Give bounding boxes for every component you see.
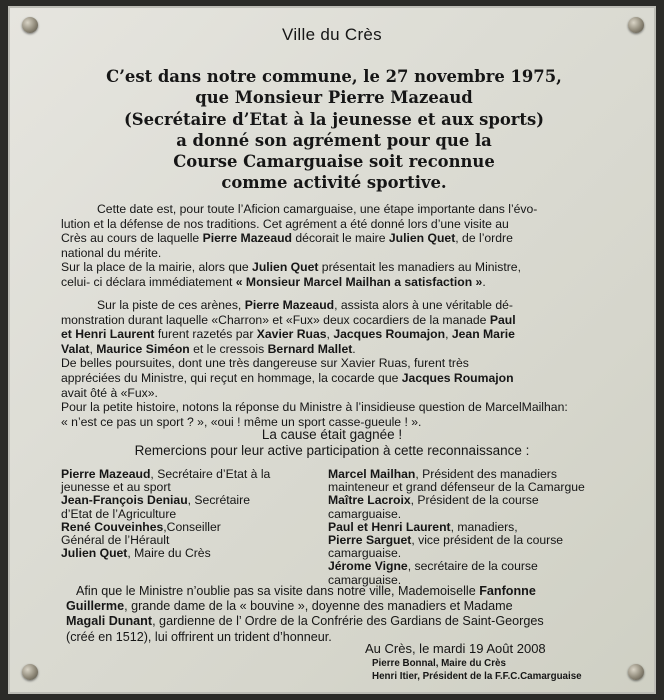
headline-line: a donné son agrément pour que la bbox=[176, 130, 492, 150]
text-line: Crès au cours de laquelle Pierre Mazeaud décorait le maire Julien Quet, de l’ordre bbox=[61, 231, 513, 246]
list-item: Pierre Sarguet, vice président de la course bbox=[328, 533, 564, 548]
text-line: Sur la piste de ces arènes, Pierre Mazeaud, assista alors à une véritable dé- bbox=[97, 298, 513, 312]
text-line: national du mérite. bbox=[61, 245, 162, 260]
text-line: celui- ci déclara immédiatement « Monsieur Marcel Mailhan a satisfaction ». bbox=[61, 274, 486, 289]
list-item-cont: mainteneur et grand défenseur de la Camargue bbox=[328, 480, 585, 495]
text-line: De belles poursuites, dont une très dangereuse sur Xavier Ruas, furent très bbox=[61, 356, 469, 371]
text-line: Magali Dunant, gardienne de l’ Ordre de la Confrérie des Gardians de Saint-Georges bbox=[66, 614, 544, 629]
text-line: avait ôté à «Fux». bbox=[61, 385, 158, 400]
list-item: Julien Quet, Maire du Crès bbox=[61, 546, 211, 561]
commemorative-plaque bbox=[8, 6, 656, 694]
dateline: Au Crès, le mardi 19 Août 2008 bbox=[365, 641, 546, 656]
headline-line: (Secrétaire d’Etat à la jeunesse et aux sports) bbox=[123, 109, 544, 129]
thanks-list-left bbox=[61, 468, 321, 560]
signature-president: Henri Itier, Président de la F.F.C.Camarguaise bbox=[372, 671, 582, 682]
list-item-cont: camarguaise. bbox=[328, 546, 402, 561]
paragraph-arena bbox=[61, 298, 609, 429]
list-item-cont: camarguaise. bbox=[328, 506, 402, 521]
text-line: Sur la place de la mairie, alors que Julien Quet présentait les manadiers au Ministre, bbox=[61, 260, 521, 275]
thanks-line: Remercions pour leur active participation à cette reconnaissance : bbox=[134, 443, 530, 458]
text-line: lution et la défense de nos traditions. Cet agrément a été donné lors d’une visite au bbox=[61, 216, 509, 231]
screw-icon bbox=[628, 664, 644, 680]
text-line: Cette date est, pour toute l’Aficion camarguaise, une étape importante dans l’évo- bbox=[97, 202, 538, 216]
list-item: Pierre Mazeaud, Secrétaire d’Etat à la bbox=[61, 467, 271, 481]
text-line: Afin que le Ministre n’oublie pas sa visite dans notre ville, Mademoiselle Fanfonne bbox=[76, 584, 536, 598]
list-item: Jérome Vigne, secrétaire de la course bbox=[328, 559, 538, 574]
list-item-cont: d’Etat de l’Agriculture bbox=[61, 506, 177, 521]
text-line: « n’est ce pas un sport ? », «oui ! même un sport casse-gueule ! ». bbox=[61, 414, 422, 429]
list-item: Marcel Mailhan, Président des manadiers bbox=[328, 467, 557, 481]
text-line: appréciées du Ministre, qui reçut en hommage, la cocarde que Jacques Roumajon bbox=[61, 370, 514, 385]
list-item: Paul et Henri Laurent, manadiers, bbox=[328, 519, 518, 534]
list-item-cont: jeunesse et au sport bbox=[61, 480, 171, 495]
text-line: monstration durant laquelle «Charron» et «Fux» deux cocardiers de la manade Paul bbox=[61, 312, 516, 327]
list-item: Maître Lacroix, Président de la course bbox=[328, 493, 539, 508]
list-item-cont: Général de l’Hérault bbox=[61, 533, 170, 548]
paragraph-closing bbox=[66, 584, 606, 645]
text-line: (créé en 1512), lui offrirent un trident d’honneur. bbox=[66, 629, 332, 644]
text-line: et Henri Laurent furent razetés par Xavier Ruas, Jacques Roumajon, Jean Marie bbox=[61, 327, 515, 342]
list-item-cont: camarguaise. bbox=[328, 572, 402, 587]
text-line: Valat, Maurice Siméon et le cressois Bernard Mallet. bbox=[61, 341, 356, 356]
headline-line: C’est dans notre commune, le 27 novembre 1975, bbox=[106, 67, 562, 86]
list-item: Jean-François Deniau, Secrétaire bbox=[61, 493, 250, 508]
signature-mayor: Pierre Bonnal, Maire du Crès bbox=[372, 658, 506, 669]
headline-line: Course Camarguaise soit reconnue bbox=[173, 152, 495, 172]
headline bbox=[30, 66, 638, 194]
paragraph-visit bbox=[61, 202, 609, 290]
headline-line: comme activité sportive. bbox=[221, 173, 447, 193]
town-name: Ville du Crès bbox=[282, 25, 382, 44]
text-line: Pour la petite histoire, notons la réponse du Ministre à l’insidieuse question de MarcelMailhan: bbox=[61, 400, 568, 415]
thanks-list-right bbox=[328, 468, 618, 587]
text-line: Guillerme, grande dame de la « bouvine », doyenne des manadiers et Madame bbox=[66, 599, 513, 614]
list-item: René Couveinhes,Conseiller bbox=[61, 519, 221, 534]
cause-line: La cause était gagnée ! bbox=[261, 427, 403, 442]
screw-icon bbox=[22, 664, 38, 680]
headline-line: que Monsieur Pierre Mazeaud bbox=[195, 88, 473, 108]
